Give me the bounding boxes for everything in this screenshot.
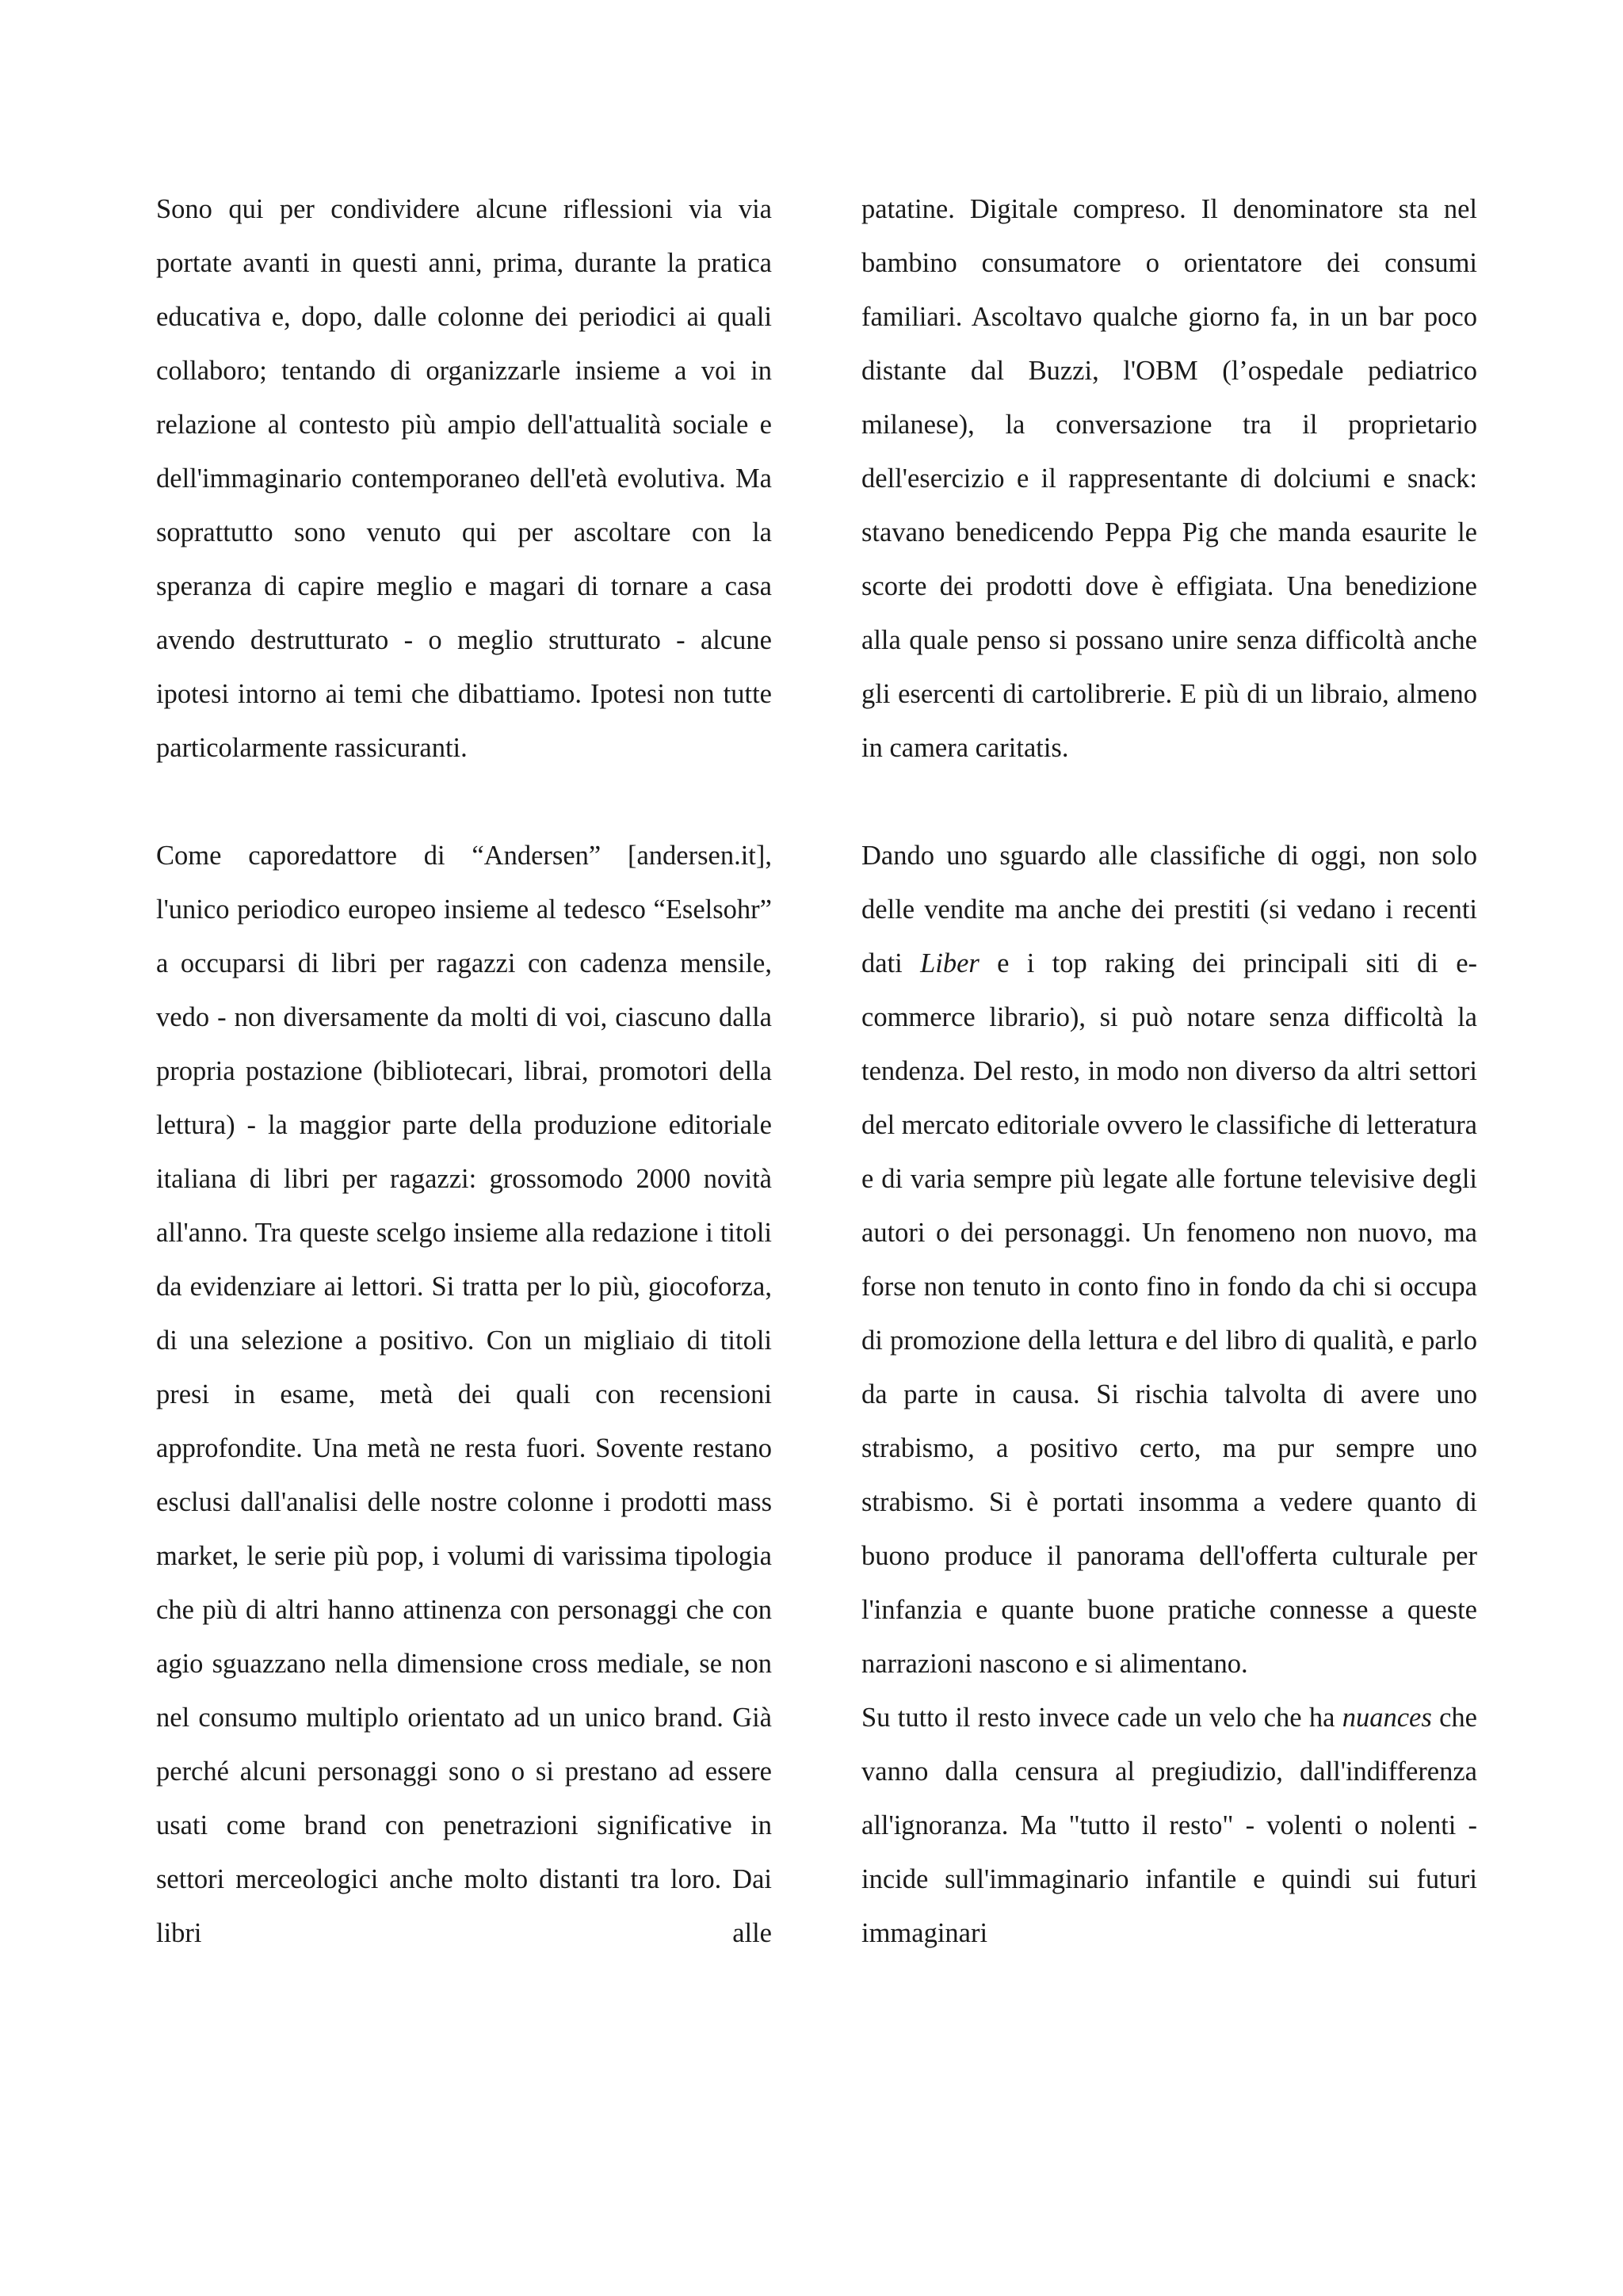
paragraph-andersen: Come caporedattore di “Andersen” [andersen.it], l'unico periodico europeo insieme al tedesco “Eselsohr” a occuparsi di libri per ragazzi con cadenza mensile, vedo - non diversamente da molti di voi, ciascuno dalla propria postazione (bibliotecari, librai, promotori della lettura) - la maggior parte della produzione editoriale italiana di libri per ragazzi: grossomodo 2000 novità all'anno. Tra queste scelgo insieme alla redazione i titoli da evidenziare ai lettori. Si tratta per lo più, giocoforza, di una selezione a positivo. Con un migliaio di titoli presi in esame, metà dei quali con recensioni approfondite. Una metà ne resta fuori. Sovente restano esclusi dall'analisi delle nostre colonne i prodotti mass market, le serie più pop, i volumi di varissima tipologia che più di altri hanno attinenza con personaggi che con agio sguazzano nella dimensione cross mediale, se non nel consumo multiplo orientato ad un unico brand. Già perché alcuni personaggi sono o si prestano ad essere usati come brand con penetrazioni significative in settori merceologici anche molto distanti tra loro. Dai libri alle: [156, 841, 772, 1948]
paragraph-intro: Sono qui per condividere alcune riflessioni via via portate avanti in questi anni, prima, durante la pratica educativa e, dopo, dalle colonne dei periodici ai quali collaboro; tentando di organizzarle insieme a voi in relazione al contesto più ampio dell'attualità sociale e dell'immaginario contemporaneo dell'età evolutiva. Ma soprattutto sono venuto qui per ascoltare con la speranza di capire meglio e magari di tornare a casa avendo destrutturato - o meglio strutturato - alcune ipotesi intorno ai temi che dibattiamo. Ipotesi non tutte particolarmente rassicuranti.: [156, 194, 772, 763]
left-column: [156, 182, 772, 1960]
text-span: che vanno dalla censura al pregiudizio, dall'indifferenza all'ignoranza. Ma "tutto il resto" - volenti o nolenti - incide sull'immaginario infantile e quindi sui futuri immaginari: [861, 1703, 1477, 1948]
text-span: Su tutto il resto invece cade un velo che ha: [861, 1703, 1342, 1733]
italic-term-liber: Liber: [920, 948, 980, 978]
text-span: Dando uno sguardo alle classifiche di oggi, non solo delle vendite ma anche dei prestiti (si vedano i recenti dati: [861, 841, 1477, 978]
paragraph-tutto-il-resto: [861, 1691, 1477, 1960]
paragraph-classifiche: [861, 829, 1477, 1691]
italic-term-nuances: nuances: [1342, 1703, 1432, 1733]
text-span: e i top raking dei principali siti di e-commerce librario), si può notare senza difficoltà la tendenza. Del resto, in modo non diverso da altri settori del mercato editoriale ovvero le classifiche di letteratura e di varia sempre più legate alle fortune televisive degli autori o dei personaggi. Un fenomeno non nuovo, ma forse non tenuto in conto fino in fondo da chi si occupa di promozione della lettura e del libro di qualità, e parlo da parte in causa. Si rischia talvolta di avere uno strabismo, a positivo certo, ma pur sempre uno strabismo. Si è portati insomma a vedere quanto di buono produce il panorama dell'offerta culturale per l'infanzia e quante buone pratiche connesse a queste narrazioni nascono e si alimentano.: [861, 948, 1478, 1679]
paragraph-peppa-pig: patatine. Digitale compreso. Il denominatore sta nel bambino consumatore o orientatore dei consumi familiari. Ascoltavo qualche giorno fa, in un bar poco distante dal Buzzi, l'OBM (l’ospedale pediatrico milanese), la conversazione tra il proprietario dell'esercizio e il rappresentante di dolciumi e snack: stavano benedicendo Peppa Pig che manda esaurite le scorte dei prodotti dove è effigiata. Una benedizione alla quale penso si possano unire senza difficoltà anche gli esercenti di cartolibrerie. E più di un libraio, almeno in camera caritatis.: [861, 194, 1477, 763]
right-column: [861, 182, 1477, 1960]
